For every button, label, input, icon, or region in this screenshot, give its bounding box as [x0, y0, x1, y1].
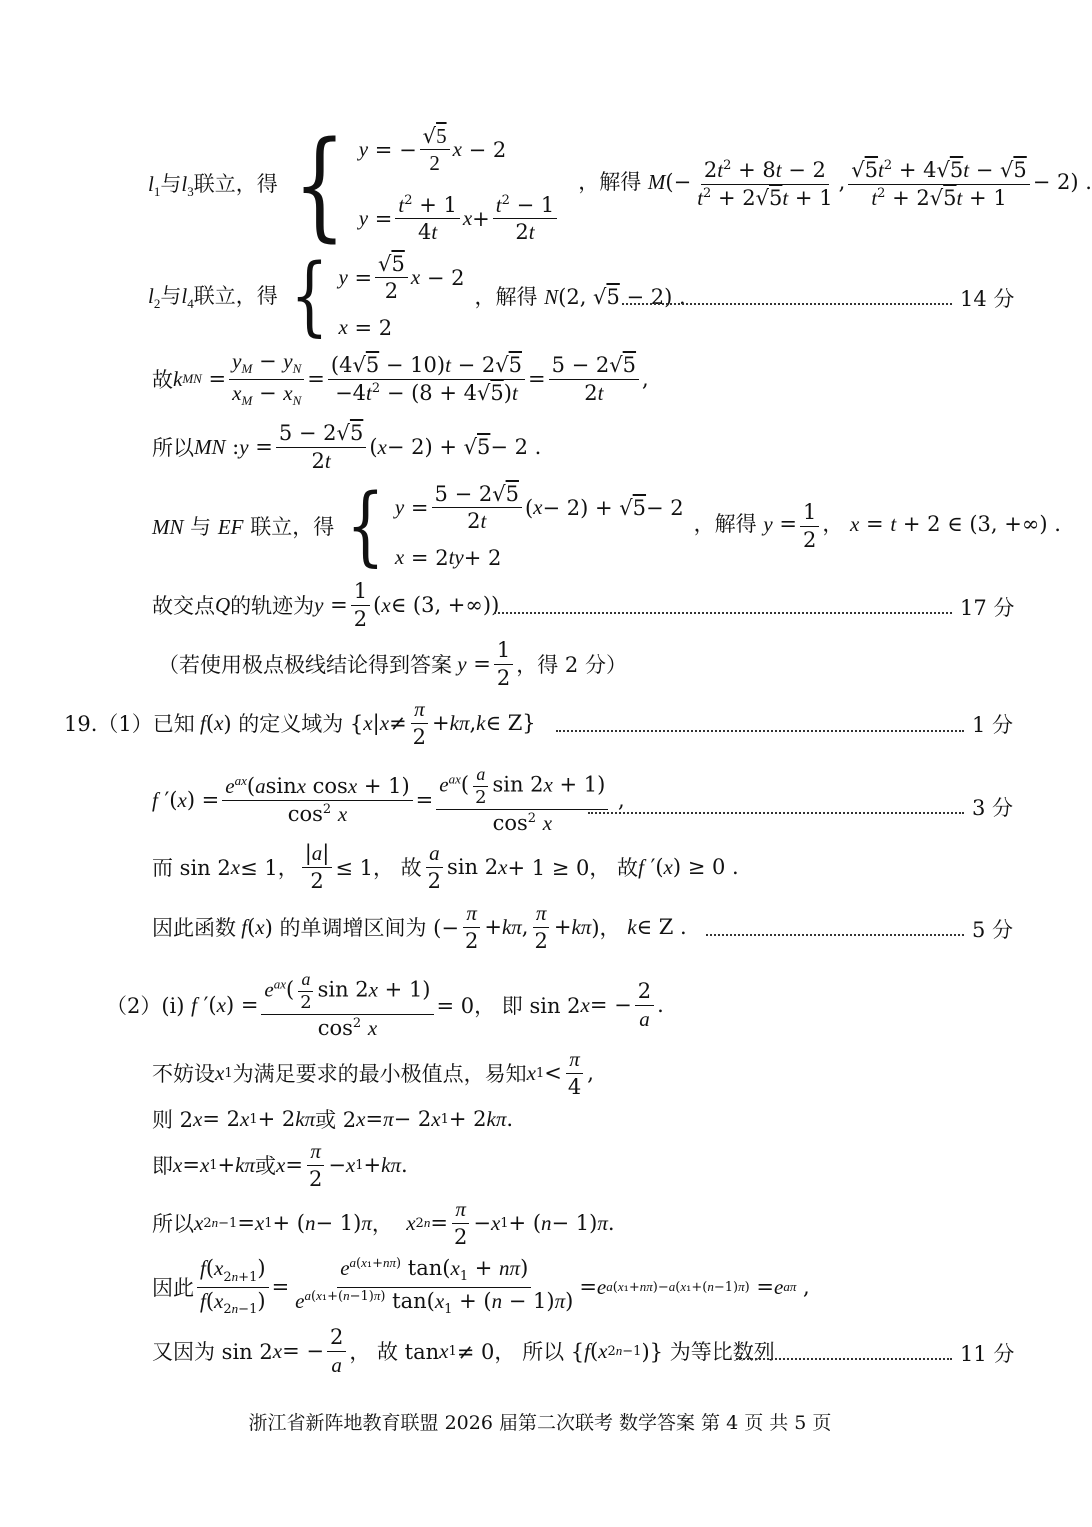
mn-ef-result: ，解得 y = $\frac{1}{2}$ ， x = t + 2 ∈ (3, +∞) .	[693, 500, 1061, 552]
mirror-kmn: 故 k_MN = (y_M − y_N)/(x_M − x_N) = ((4√5−10)t − 2√5)/(−4t² − (8+4√5)t) = (5−2√5)/(2t) ,	[95, 1500, 143, 1501]
l2-l4-system: { y = $\frac{√5}{2}$ x − 2 x = 2	[289, 246, 465, 346]
mn-ef-system: { y = $\frac{5 - 2√5}{2t}$ ( x − 2) + √ 5 − 2 x = 2 ty + 2	[346, 476, 684, 576]
mirror-deriv: f′(x) = e^{ax}(a sin x cos x + 1)/cos²x = e^{ax}((a/2) sin 2x + 1)/cos²x ,	[288, 1500, 326, 1501]
mirror-q19-1: 19.（1）已知 f(x) 的定义域为 {x | x ≠ π/2 + kπ, k ∈ Z}	[262, 1500, 289, 1501]
mirror-l1-l3-eq2: y = ((t²+1)/(4t))x + (t²−1)/(2t)	[15, 1500, 31, 1501]
kmn-line: 故 k MN = $\frac{y_M - y_N}{x_M - x_N}$ = $\frac{(4√5 - 10)t - 2√5}{-4t^2 - (8 + 4√5)t}$ = $\frac{5 - 2√5}{2t}$ ,	[152, 349, 649, 408]
l1-l3-system: { y = − $\frac{√5}{2}$ x − 2 y = $\frac{t^2 + 1}{4t}$ x + $\frac{t^2 - 1}{2t}$	[282, 115, 561, 253]
score-5: 5 分	[972, 918, 1014, 942]
mirror-locus: 故交点 Q 的轨迹为 y = 1/2 (x ∈ (3, +∞))	[218, 1500, 239, 1501]
mirror-then: 则 2x = 2x₁ + 2kπ 或 2x = π − 2x₁ + 2kπ .	[446, 1500, 468, 1501]
mirror-l1-l3-eq1: y = −(√5/2)x − 2	[6, 1500, 16, 1501]
assume-line: 不妨设 x 1 为满足要求的最小极值点，易知 x 1 < $\frac{\pi}{4}$ ,	[152, 1047, 594, 1099]
score-17: 17 分	[960, 596, 1015, 620]
so-line: 所以 x 2n−1 = x 1 + ( n − 1) π ， x 2n = $\frac{\pi}{2}$ − x 1 + ( n − 1) π .	[152, 1197, 615, 1249]
l2-l4-prefix: $l_2$与$l_4$联立，得	[148, 283, 278, 312]
l1-l3-line	[148, 115, 1092, 253]
leader-dots	[494, 612, 952, 614]
ie-line: 即 x = x 1 + kπ 或 x = $\frac{\pi}{2}$ − x 1 + kπ .	[152, 1139, 408, 1191]
mirror-geo: 又因为 sin 2x = −2/a， 故 tan x₁ ≠ 0， 所以 {f(x₂ₙ₋₁)} 为等比数列	[578, 1500, 611, 1501]
page-footer: 浙江省新阵地教育联盟 2026 届第二次联考 数学答案 第 4 页 共 5 页	[248, 1412, 832, 1434]
geo-line: 又因为 sin 2 x = − $\frac{2}{a}$ ， 故 tan x 1 ≠ 0， 所以 { f ( x 2n−1 )} 为等比数列	[152, 1325, 775, 1377]
mirror-mono: 因此函数 f(x) 的单调增区间为 (−π/2 + kπ, π/2 + kπ)， k ∈ Z .	[357, 1500, 388, 1501]
mono-line: 因此函数 f ( x ) 的单调增区间为 (− $\frac{\pi}{2}$ + kπ , $\frac{\pi}{2}$ + kπ )， k ∈ Z .	[152, 901, 687, 953]
score-14: 14 分	[960, 287, 1015, 311]
l1-l3-result: ，解得 M(− $\frac{2t^2 + 8t - 2}{t^2 + 2√5t + 1}$ , $\frac{√5t^2 + 4√5t - √5}{t^2 + 2√5t + 1}$ − 2) .	[578, 158, 1092, 210]
mn-ef-prefix: MN 与 EF 联立，得	[152, 515, 335, 539]
l2-l4-line	[148, 246, 686, 346]
mirror-l2-l4-result: ，解得 N(2, √5 − 2).	[85, 1500, 96, 1501]
locus-line: 故交点 Q 的轨迹为 y = $\frac{1}{2}$ ( x ∈ (3, +∞))	[152, 579, 500, 631]
mn-ef-line	[152, 476, 1061, 576]
score-11: 11 分	[960, 1342, 1015, 1366]
ineq-line: 而 sin 2 x ≤ 1， $\frac{|a|}{2}$ ≤ 1， 故 $\frac{a}{2}$ sin 2 x + 1 ≥ 0， 故 f ′( x ) ≥ 0 .	[152, 841, 739, 893]
l1-l3-prefix: $l_1$与$l_3$联立，得	[148, 171, 278, 200]
leader-dots	[588, 812, 964, 814]
leader-dots	[622, 303, 952, 305]
ratio-line: 因此 $\frac{f(x_{2n+1})}{f(x_{2n-1})}$ = $\frac{e^{a(x_1+n\pi)} \tan(x_1 + n\pi)}{e^{a(x_1+(n-1)\pi)} \tan(x_1 + (n - 1)\pi)}$ = e a(x₁+nπ)−a(x₁+(n−1)π) = e aπ ,	[152, 1255, 810, 1317]
mirror-ratio: 因此 f(x₂ₙ₊₁)/f(x₂ₙ₋₁) = e^{a(x₁+nπ)} tan(x₁+nπ) / (e^{a(x₁+(n−1)π)} tan(x₁+(n−1)π)) = e^{a(x₁+nπ)−a(x₁+(n−1)π)} = e^{aπ} ,	[512, 1500, 579, 1501]
score-3: 3 分	[972, 796, 1014, 820]
q19-1-line: 19.（1）已知 f ( x ) 的定义域为 { x | x ≠ $\frac{\pi}{2}$ + kπ , k ∈ Z}	[64, 697, 536, 749]
leader-dots	[556, 730, 964, 732]
mirror-mn-ef-result: ，解得 y = 1/2， x = t + 2 ∈ (3, +∞).	[200, 1500, 219, 1501]
mirror-l2-l4-prefix: l₂与l₄联立，得	[67, 1500, 74, 1501]
mirror-mn-ef-eq2: x = 2ty + 2	[194, 1500, 201, 1501]
mirror-mn-ef-eq1: y = ((5−2√5)/(2t))(x − 2) + √5 − 2	[176, 1500, 194, 1501]
leader-dots	[706, 934, 964, 936]
mirror-ie: 即 x = x₁ + kπ 或 x = π/2 − x₁ + kπ .	[467, 1500, 487, 1501]
mirror-q19-2: （2）(i) f′(x) = e^{ax}((a/2) sin 2x + 1)/cos²x = 0， 即 sin 2x = −2/a.	[387, 1500, 423, 1501]
note-line: （若使用极点极线结论得到答案 y = $\frac{1}{2}$ ，得 2 分）	[158, 638, 627, 690]
plain-text-mirror	[0, 1500, 1080, 1520]
mn-line-eq: 所以 MN : y = $\frac{5 - 2√5}{2t}$ ( x − 2) + √ 5 − 2 .	[152, 421, 542, 473]
score-1: 1 分	[972, 713, 1014, 737]
mirror-note: （若使用极点极线结论得到答案 y = 1/2，得 2 分）	[238, 1500, 262, 1501]
mirror-mn-ef-prefix: MN 与 EF 联立，得	[166, 1500, 177, 1501]
mirror-ineq: 而 sin 2x ≤ 1， |a|/2 ≤ 1， 故 (a/2) sin 2x + 1 ≥ 0， 故 f′(x) ≥ 0.	[325, 1500, 358, 1501]
mirror-l1-l3-result: ，解得 M(−(2t²+8t−2)/(t²+2√5t+1), (√5t²+4√5t−√5)/(t²+2√5t+1) − 2).	[31, 1500, 68, 1501]
mirror-so: 所以 x₂ₙ₋₁ = x₁ + (n−1)π， x₂ₙ = π/2 − x₁ + (n−1)π .	[486, 1500, 513, 1501]
mirror-assume: 不妨设 x₁ 为满足要求的最小极值点，易知 x₁ < π/4 ,	[422, 1500, 447, 1501]
leader-dots	[736, 1358, 952, 1360]
q19-2-line: （2）(i) f ′( x ) = $e^{ax}$( $\frac{a}{2}$ sin 2x + 1) $\cos^2 x$ = 0， 即 sin 2 x = − $\frac{2}{a}$ .	[106, 969, 664, 1041]
deriv-line: f ′( x ) = $\frac{e^{ax}(asinx \cos x + 1)}{\cos^2 x}$ = $e^{ax}$( $\frac{a}{2}$ sin 2x + 1) $\cos^2 x$ ,	[152, 764, 625, 836]
l2-l4-result: ，解得 N(2, √5 − 2) .	[474, 285, 686, 309]
mirror-l1-l3-prefix: l₁与l₃联立，得	[0, 1500, 7, 1501]
then-line: 则 2 x = 2 x 1 + 2 kπ 或 2 x = π − 2 x 1 + 2 kπ .	[152, 1106, 514, 1132]
mirror-l2-l4-eq1: y = (√5/2)x − 2	[74, 1500, 82, 1501]
mirror-l2-l4-eq2: x = 2	[82, 1500, 85, 1501]
mirror-mn-line: 所以 MN : y = ((5−2√5)/(2t))(x − 2) + √5 − 2 .	[143, 1500, 167, 1501]
